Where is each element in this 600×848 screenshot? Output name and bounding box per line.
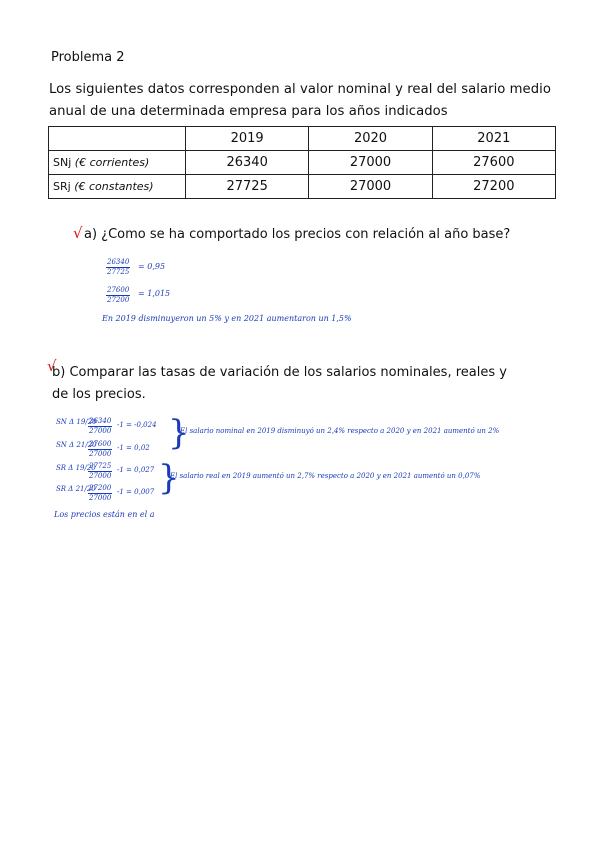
sr-variation-symbol-1: SR Δ 19/20	[56, 464, 96, 472]
real-comment: El salario real en 2019 aumentó un 2,7% respecto a 2020 y en 2021 aumentó un 0,07%	[170, 472, 481, 480]
fraction-numerator: 27600	[107, 286, 130, 294]
table-cell: 26340	[186, 151, 309, 175]
sn-variation-symbol-1: SN Δ 19/20	[56, 418, 97, 426]
fraction-sr-1	[88, 462, 112, 481]
fraction-denominator: 27000	[89, 494, 112, 502]
fraction-denominator: 27000	[89, 472, 112, 480]
table-row	[49, 151, 556, 175]
table-cell: 27725	[186, 175, 309, 199]
fraction-numerator: 27600	[89, 440, 112, 448]
fraction-calc-2	[106, 286, 130, 305]
fraction-numerator: 26340	[89, 417, 112, 425]
calc-2-result: = 1,015	[138, 289, 171, 298]
sn-result-2: -1 = 0,02	[117, 444, 150, 452]
fraction-denominator: 27725	[107, 268, 130, 276]
table-cell: 27000	[309, 151, 432, 175]
salary-table	[48, 126, 556, 199]
year-header: 2020	[309, 127, 432, 151]
fraction-sn-1	[88, 417, 112, 436]
year-header: 2019	[186, 127, 309, 151]
fraction-numerator: 27725	[89, 462, 112, 470]
fraction-denominator: 27200	[107, 296, 130, 304]
table-cell: 27000	[309, 175, 432, 199]
fraction-numerator: 26340	[107, 258, 130, 266]
year-header: 2021	[432, 127, 555, 151]
sr-result-1: -1 = 0,027	[117, 466, 155, 474]
problem-title: Problema 2	[51, 50, 125, 65]
prices-note: Los precios están en el a	[54, 510, 155, 519]
fraction-denominator: 27000	[89, 427, 112, 435]
table-cell: 27600	[432, 151, 555, 175]
sn-result-1: -1 = -0,024	[117, 421, 157, 429]
row-label-unit: (€ constantes)	[74, 180, 154, 193]
question-a-text: a) ¿Como se ha comportado los precios con relación al año base?	[84, 227, 511, 242]
sn-variation-symbol-2: SN Δ 21/20	[56, 441, 97, 449]
fraction-calc-1	[106, 258, 130, 277]
fraction-sn-2	[88, 440, 112, 459]
sr-variation-symbol-2: SR Δ 21/20	[56, 485, 96, 493]
answer-a: En 2019 disminuyeron un 5% y en 2021 aumentaron un 1,5%	[102, 314, 352, 323]
table-cell: 27200	[432, 175, 555, 199]
fraction-sr-2	[88, 484, 112, 503]
brace-icon: }	[168, 413, 190, 453]
table-corner-cell	[49, 127, 186, 151]
fraction-denominator: 27000	[89, 450, 112, 458]
row-label-main: SRj	[53, 180, 71, 193]
row-label-main: SNj	[53, 156, 72, 169]
calc-1-result: = 0,95	[138, 262, 166, 271]
fraction-numerator: 27200	[89, 484, 112, 492]
sr-result-2: -1 = 0,007	[117, 488, 155, 496]
row-label	[49, 175, 186, 199]
question-b-text: b) Comparar las tasas de variación de los salarios nominales, reales y de los precios.	[52, 365, 507, 402]
brace-icon: }	[158, 458, 180, 498]
table-row	[49, 175, 556, 199]
checkmark-icon: √	[47, 357, 57, 375]
checkmark-icon: √	[73, 224, 83, 242]
nominal-comment: El salario nominal en 2019 disminuyó un 2,4% respecto a 2020 y en 2021 aumentó un 2%	[180, 427, 500, 435]
row-label-unit: (€ corrientes)	[74, 156, 150, 169]
row-label	[49, 151, 186, 175]
table-header-row	[49, 127, 556, 151]
problem-intro: Los siguientes datos corresponden al valor nominal y real del salario medio anual de una determinada empresa para los años indicados	[49, 82, 551, 119]
